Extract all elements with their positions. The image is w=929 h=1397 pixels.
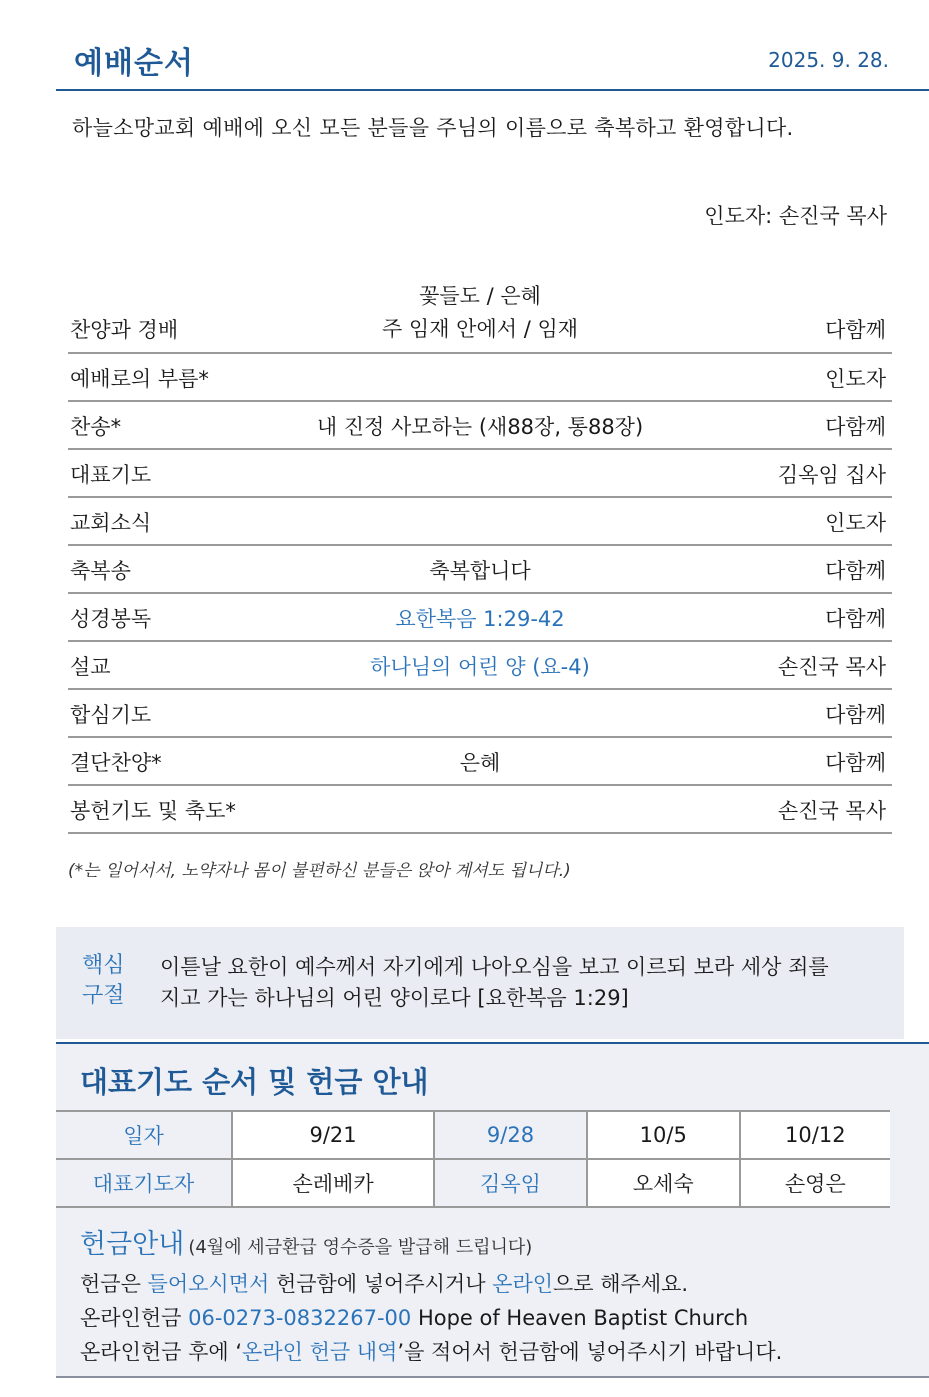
prayer-leader: 손영은 [740,1159,890,1207]
service-date: 2025. 9. 28. [768,48,889,72]
table-row [56,1111,890,1159]
offering-line-2 [80,1302,748,1332]
order-item-detail [68,280,892,346]
schedule-date-current: 9/28 [434,1111,587,1159]
sermon-title: 하나님의 어린 양 (요-4) [370,655,590,679]
prayer-leader: 오세숙 [587,1159,740,1207]
order-item-name: 합심기도 [70,703,152,727]
order-item-detail: 은혜 [459,751,501,775]
account-holder: Hope of Heaven Baptist Church [411,1306,749,1330]
key-verse-label-line: 구절 [82,983,125,1008]
scripture-reading: 요한복음 1:29-42 [395,607,565,631]
prayer-leader-current: 김옥임 [434,1159,587,1207]
offering-line-1 [80,1268,688,1298]
order-item-detail: 내 진정 사모하는 (새88장, 통88장) [316,415,644,439]
order-item-name: 찬송* [70,415,122,439]
order-item-by: 다함께 [825,415,886,439]
section-title: 대표기도 순서 및 헌금 안내 [80,1065,429,1099]
text-span: 헌금은 [80,1272,148,1296]
order-row [68,738,892,786]
bank-account-number: 06-0273-0832267-00 [188,1306,412,1330]
order-row [68,786,892,834]
offering-subtitle: (4월에 세금환급 영수증을 발급해 드립니다) [188,1237,533,1258]
order-row [68,690,892,738]
order-item-name: 결단찬양* [70,751,162,775]
order-row [68,642,892,690]
schedule-date: 10/5 [587,1111,740,1159]
schedule-date: 10/12 [740,1111,890,1159]
text-span: 헌금함에 넣어주시거나 [269,1272,493,1296]
key-verse-label-line: 핵심 [82,953,125,978]
order-row [68,498,892,546]
text-span: 온라인헌금 [80,1306,189,1330]
order-item-by: 다함께 [825,318,886,342]
bottom-divider [56,1376,929,1378]
order-of-worship [68,276,892,834]
prayer-schedule-table [56,1110,890,1208]
order-row [68,402,892,450]
order-item-by: 인도자 [825,511,886,535]
order-row [68,354,892,402]
offering-title: 헌금안내 [80,1229,185,1260]
offering-heading [80,1222,532,1261]
order-item-by: 손진국 목사 [777,655,886,679]
order-item-by: 김옥임 집사 [777,463,886,487]
online-highlight: 온라인 [492,1272,554,1296]
order-item-by: 다함께 [825,751,886,775]
order-item-name: 봉헌기도 및 축도* [70,799,236,823]
key-verse-line: 지고 가는 하나님의 어린 양이로다 [요한복음 1:29] [160,986,629,1010]
standing-note: (*는 일어서서, 노약자나 몸이 불편하신 분들은 앉아 계셔도 됩니다.) [68,861,571,881]
page-title: 예배순서 [74,46,194,81]
order-item-detail: 축복합니다 [429,559,531,583]
text-span: 으로 해주세요. [553,1272,689,1296]
welcome-message: 하늘소망교회 예배에 오신 모든 분들을 주님의 이름으로 축복하고 환영합니다. [72,116,794,140]
order-item-name: 교회소식 [70,511,152,535]
order-row [68,594,892,642]
order-item-name: 예배로의 부름* [70,367,209,391]
order-item-detail-line: 주 임재 안에서 / 임재 [381,317,579,341]
order-row [68,546,892,594]
key-verse-line: 이튿날 요한이 예수께서 자기에게 나아오심을 보고 이르되 보라 세상 죄를 [160,955,829,979]
order-item-detail-line: 꽃들도 / 은혜 [419,284,541,308]
order-item-name: 설교 [70,655,111,679]
title-divider [56,89,929,91]
order-row [68,450,892,498]
offering-line-3 [80,1336,782,1366]
text-span: 온라인헌금 후에 ‘ [80,1340,243,1364]
service-leader: 인도자: 손진국 목사 [704,204,887,228]
table-row [56,1159,890,1207]
order-item-by: 다함께 [825,559,886,583]
in-person-highlight: 들어오시면서 [147,1272,270,1296]
schedule-date: 9/21 [232,1111,434,1159]
order-item-name: 축복송 [70,559,131,583]
order-item-by: 다함께 [825,607,886,631]
date-row-label: 일자 [56,1111,232,1159]
online-record-highlight: 온라인 헌금 내역 [242,1340,398,1364]
key-verse-text [160,952,900,1014]
text-span: ’을 적어서 헌금함에 넣어주시기 바랍니다. [397,1340,783,1364]
order-item-name: 찬양과 경배 [70,318,179,342]
prayer-leader: 손레베카 [232,1159,434,1207]
key-verse-label [82,951,125,1011]
order-row [68,276,892,354]
key-verse-box [56,927,904,1039]
order-item-by: 다함께 [825,703,886,727]
order-item-name: 성경봉독 [70,607,152,631]
prayer-row-label: 대표기도자 [56,1159,232,1207]
order-item-by: 인도자 [825,367,886,391]
order-item-name: 대표기도 [70,463,152,487]
order-item-by: 손진국 목사 [777,799,886,823]
